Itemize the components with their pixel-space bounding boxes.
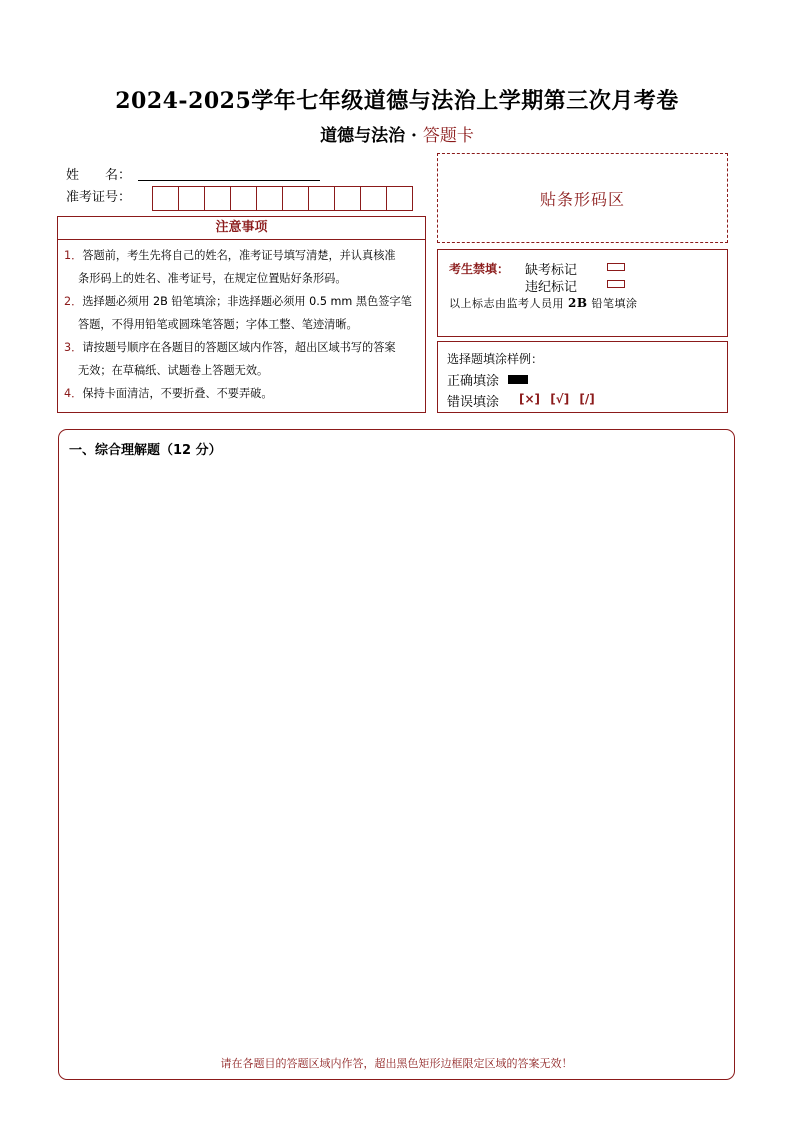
page-title: 2024-2025学年七年级道德与法治上学期第三次月考卷 [115, 88, 679, 114]
notice-list [58, 240, 425, 405]
absent-mark-label: 缺考标记 [525, 263, 578, 278]
notice-item [64, 290, 419, 336]
exam-id-boxes[interactable] [152, 186, 413, 211]
barcode-label: 贴条形码区 [539, 189, 625, 209]
notice-item-continuation: 答题，不得用铅笔或圆珠笔答题；字体工整、笔迹清晰。 [78, 318, 358, 331]
answer-area[interactable] [58, 429, 735, 1080]
notice-box [57, 216, 426, 413]
name-label: 姓 名： [66, 168, 132, 183]
examiner-note [449, 295, 638, 311]
violation-mark-box[interactable] [607, 280, 625, 288]
wrong-fill-marks: [×] [√] [/] [519, 392, 595, 406]
exam-id-cell[interactable] [387, 187, 412, 210]
notice-item-number: 3． [64, 341, 83, 354]
notice-item-text: 保持卡面清洁，不要折叠、不要弄破。 [82, 387, 273, 400]
exam-id-cell[interactable] [257, 187, 283, 210]
answer-area-warning: 请在各题目的答题区域内作答，超出黑色矩形边框限定区域的答案无效！ [220, 1057, 573, 1070]
notice-heading: 注意事项 [58, 217, 425, 240]
exam-id-cell[interactable] [283, 187, 309, 210]
wrong-fill-label: 错误填涂 [447, 395, 500, 410]
section-title: 一、综合理解题（12 分） [69, 443, 222, 458]
correct-fill-mark [508, 375, 528, 384]
barcode-area [437, 153, 728, 243]
answer-card-label: 答题卡 [422, 126, 474, 146]
notice-item [64, 382, 419, 405]
fill-sample-title: 选择题填涂样例： [447, 352, 544, 366]
notice-item-continuation: 条形码上的姓名、准考证号，在规定位置贴好条形码。 [78, 272, 347, 285]
examiner-only-label: 考生禁填： [449, 262, 510, 276]
examiner-note-pre: 以上标志由监考人员用 [449, 297, 564, 310]
exam-id-cell[interactable] [231, 187, 257, 210]
name-field[interactable] [138, 180, 320, 181]
notice-item [64, 336, 419, 382]
notice-item-number: 2． [64, 295, 83, 308]
notice-item-text: 答题前，考生先将自己的姓名，准考证号填写清楚，并认真核准 [82, 249, 396, 262]
notice-item [64, 244, 419, 290]
separator-dot: · [411, 126, 417, 146]
absent-mark-box[interactable] [607, 263, 625, 271]
exam-id-cell[interactable] [309, 187, 335, 210]
exam-id-cell[interactable] [361, 187, 387, 210]
examiner-only-box [437, 249, 728, 337]
examiner-note-post: 铅笔填涂 [591, 297, 638, 310]
notice-item-text: 选择题必须用 2B 铅笔填涂；非选择题必须用 0.5 mm 黑色签字笔 [82, 295, 412, 308]
notice-item-continuation: 无效；在草稿纸、试题卷上答题无效。 [78, 364, 269, 377]
fill-sample-box [437, 341, 728, 413]
correct-fill-label: 正确填涂 [447, 374, 500, 389]
violation-mark-label: 违纪标记 [525, 280, 578, 295]
exam-id-cell[interactable] [205, 187, 231, 210]
notice-item-text: 请按题号顺序在各题目的答题区域内作答，超出区域书写的答案 [82, 341, 396, 354]
subject-label: 道德与法治 [320, 126, 406, 146]
examiner-note-bold: 2B [568, 296, 588, 310]
exam-id-cell[interactable] [335, 187, 361, 210]
notice-item-number: 4． [64, 387, 83, 400]
notice-item-number: 1． [64, 249, 83, 262]
exam-id-label: 准考证号： [66, 190, 132, 205]
exam-id-cell[interactable] [179, 187, 205, 210]
page-subtitle [0, 121, 794, 146]
exam-id-cell[interactable] [153, 187, 179, 210]
